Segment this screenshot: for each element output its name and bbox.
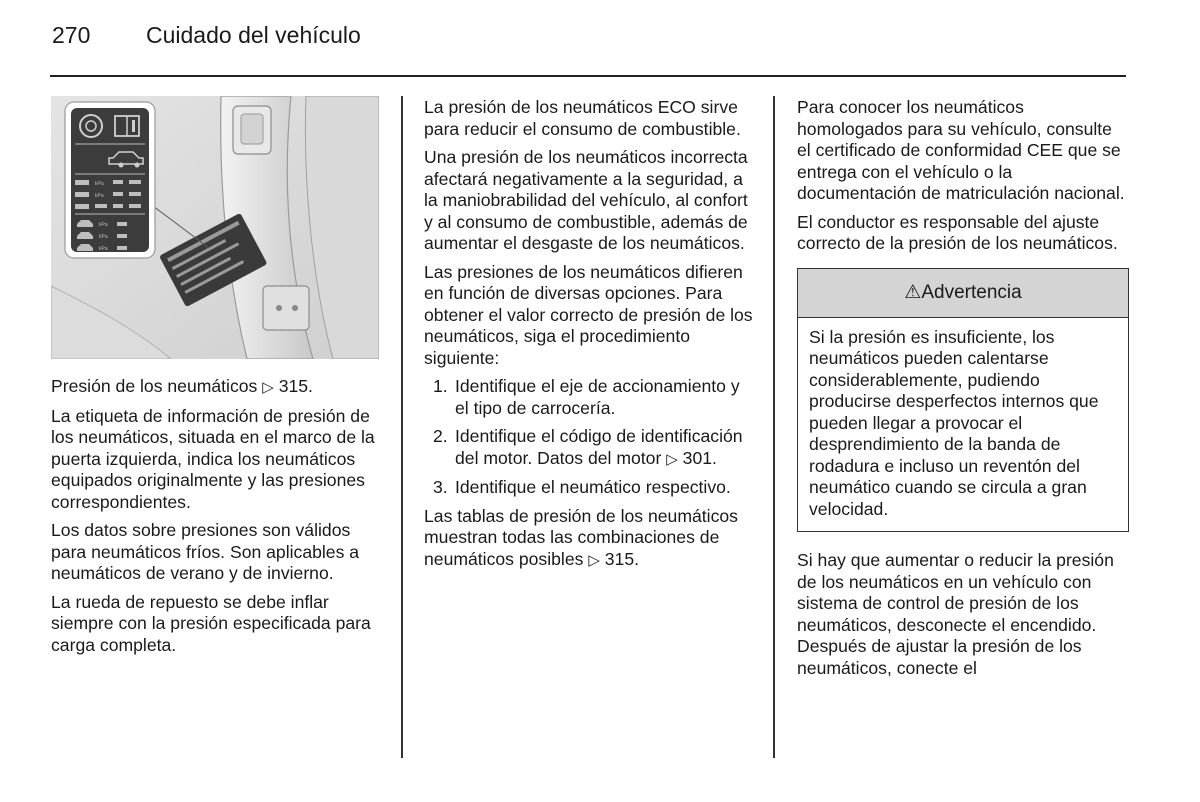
reference-arrow-icon: ▷ bbox=[588, 551, 600, 569]
paragraph: La etiqueta de información de presión de los neumáticos, situada en el marco de la puerta izquierda, indica los neumáticos equipados originalmente y las presiones correspondientes. bbox=[51, 405, 375, 512]
reference-page: 315. bbox=[604, 548, 639, 569]
column-3 bbox=[797, 97, 1129, 686]
warning-triangle-icon: ⚠ bbox=[904, 281, 922, 303]
reference-arrow-icon: ▷ bbox=[666, 450, 678, 468]
list-item: 3. Identifique el neumático respectivo. bbox=[433, 477, 731, 497]
paragraph: La presión de los neumáticos ECO sirve para reducir el consumo de combustible. bbox=[424, 97, 741, 139]
reference-arrow-icon: ▷ bbox=[262, 379, 274, 396]
column-2 bbox=[424, 97, 754, 578]
list-item: 1. Identifique el eje de accionamiento y el tipo de carrocería. bbox=[433, 376, 740, 418]
paragraph bbox=[424, 506, 754, 572]
paragraph: La rueda de repuesto se debe inflar siempre con la presión especificada para carga completa. bbox=[51, 591, 371, 655]
paragraph: Si hay que aumentar o reducir la presión de los neumáticos en un vehículo con sistema de control de presión de los neumáticos, desconecte el encendido. Después de ajustar la presión de los neumáticos, conecte el bbox=[797, 550, 1114, 678]
column-divider-2 bbox=[773, 96, 775, 758]
kpa-label-3: kPa bbox=[99, 222, 108, 228]
paragraph-text: Presión de los neumáticos bbox=[51, 376, 258, 396]
warning-box bbox=[797, 268, 1129, 533]
header-rule bbox=[50, 75, 1126, 77]
list-item: 2. Identifique el código de identificación del motor. Datos del motor ▷ 301. bbox=[433, 426, 743, 468]
paragraph-text: Las tablas de presión de los neumáticos muestran todas las combinaciones de neumáticos posibles bbox=[424, 505, 738, 569]
paragraph bbox=[51, 376, 381, 399]
tire-pressure-label-figure bbox=[51, 96, 379, 359]
column-divider-1 bbox=[401, 96, 403, 758]
kpa-label-2: kPa bbox=[95, 193, 104, 199]
procedure-steps bbox=[424, 376, 754, 499]
paragraph: Para conocer los neumáticos homologados para su vehículo, consulte el certificado de conformidad CEE que se entrega con el vehículo o la documentación de matriculación nacional. bbox=[797, 97, 1125, 203]
warning-title: Advertencia bbox=[921, 281, 1022, 303]
warning-body: Si la presión es insuficiente, los neumáticos pueden calentarse considerablemente, pudiendo producirse desperfectos internos que pueden llegar a provocar el desprendimiento de la banda de rodadura e incluso un reventón del neumático cuando se circula a gran velocidad. bbox=[809, 326, 1099, 519]
reference-page: 315. bbox=[278, 376, 313, 396]
page-number: 270 bbox=[52, 22, 91, 48]
paragraph: Una presión de los neumáticos incorrecta afectará negativamente a la seguridad, a la maniobrabilidad del vehículo, al confort y al consumo de combustible, además de aumentar el desgaste de los neumáticos. bbox=[424, 147, 748, 253]
door-frame-illustration bbox=[51, 96, 379, 359]
paragraph: Las presiones de los neumáticos difieren en función de diversas opciones. Para obtener el valor correcto de presión de los neumáticos, siga el procedimiento siguiente: bbox=[424, 261, 753, 368]
paragraph: El conductor es responsable del ajuste correcto de la presión de los neumáticos. bbox=[797, 211, 1118, 253]
paragraph: Los datos sobre presiones son válidos para neumáticos fríos. Son aplicables a neumáticos de verano y de invierno. bbox=[51, 520, 360, 583]
kpa-label-5: kPa bbox=[99, 246, 108, 252]
reference-page: 301. bbox=[682, 447, 717, 468]
page-title: Cuidado del vehículo bbox=[146, 22, 361, 48]
warning-header bbox=[798, 269, 1128, 318]
kpa-label-4: kPa bbox=[99, 234, 108, 240]
kpa-label-1: kPa bbox=[95, 181, 104, 187]
column-1 bbox=[51, 376, 381, 663]
